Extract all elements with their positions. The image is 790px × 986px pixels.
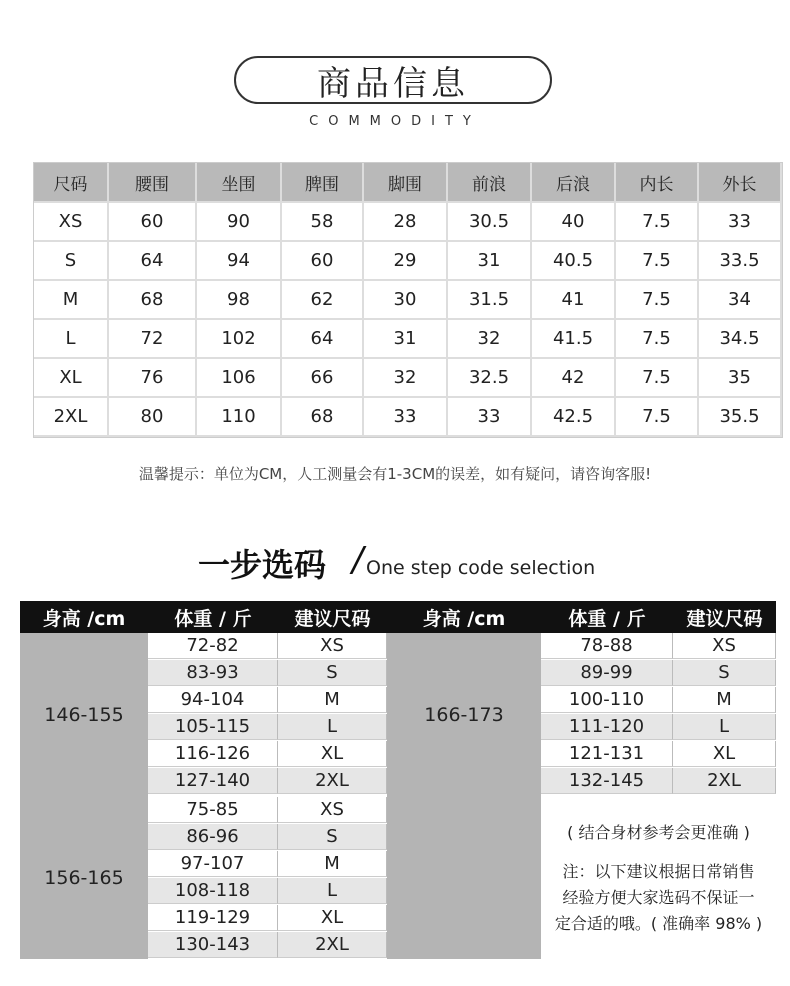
- measurement-cell: 30.5: [448, 203, 532, 242]
- size-label: XS: [34, 203, 109, 242]
- weight-range: 121-131: [541, 741, 673, 767]
- measurement-cell: 7.5: [616, 398, 699, 437]
- weight-range: 119-129: [148, 905, 278, 931]
- column-header: 身高 /cm: [387, 601, 541, 633]
- size-table: [33, 162, 783, 438]
- measurement-cell: 94: [197, 242, 282, 281]
- table-row: [34, 281, 782, 320]
- measurement-cell: 34.5: [699, 320, 782, 359]
- suggested-size: 2XL: [278, 932, 387, 958]
- suggested-size: XS: [278, 797, 387, 823]
- measurement-cell: 35.5: [699, 398, 782, 437]
- size-label: L: [34, 320, 109, 359]
- weight-range: 86-96: [148, 824, 278, 850]
- section-title: [234, 56, 552, 104]
- size-label: 2XL: [34, 398, 109, 437]
- measurement-cell: 29: [364, 242, 448, 281]
- measurement-cell: 33.5: [699, 242, 782, 281]
- weight-range: 132-145: [541, 768, 673, 794]
- measurement-cell: 7.5: [616, 203, 699, 242]
- column-header: 脚围: [364, 163, 448, 203]
- column-header: 外长: [699, 163, 782, 203]
- height-range: 166-173: [387, 633, 541, 797]
- weight-range: 127-140: [148, 768, 278, 794]
- height-range: 156-165: [20, 797, 148, 959]
- measurement-cell: 90: [197, 203, 282, 242]
- weight-range: 94-104: [148, 687, 278, 713]
- measurement-cell: 7.5: [616, 359, 699, 398]
- weight-range: 89-99: [541, 660, 673, 686]
- suggested-size: M: [278, 687, 387, 713]
- size-table-header: [34, 163, 782, 203]
- size-label: XL: [34, 359, 109, 398]
- measurement-cell: 30: [364, 281, 448, 320]
- measurement-cell: 40: [532, 203, 616, 242]
- suggested-size: S: [673, 660, 776, 686]
- measurement-cell: 68: [109, 281, 197, 320]
- suggested-size: M: [673, 687, 776, 713]
- column-header: 坐围: [197, 163, 282, 203]
- size-label: S: [34, 242, 109, 281]
- remark-line: 经验方便大家选码不保证一: [562, 887, 755, 907]
- measurement-cell: 64: [282, 320, 364, 359]
- measurement-cell: 68: [282, 398, 364, 437]
- weight-range: 111-120: [541, 714, 673, 740]
- step-subtitle: One step code selection: [366, 557, 596, 579]
- table-row: [34, 203, 782, 242]
- measurement-cell: 33: [364, 398, 448, 437]
- measurement-cell: 7.5: [616, 281, 699, 320]
- weight-range: 105-115: [148, 714, 278, 740]
- table-row: [34, 242, 782, 281]
- size-selection-table: [20, 601, 776, 959]
- measurement-cell: 58: [282, 203, 364, 242]
- size-remark: [541, 797, 776, 959]
- measurement-cell: 7.5: [616, 242, 699, 281]
- step-title: 一步选码: [198, 546, 327, 584]
- measurement-cell: 60: [282, 242, 364, 281]
- measurement-cell: 64: [109, 242, 197, 281]
- column-header: 建议尺码: [278, 601, 387, 633]
- suggested-size: XL: [673, 741, 776, 767]
- section-subtitle: COMMODITY: [309, 114, 481, 129]
- column-header: 建议尺码: [673, 601, 776, 633]
- column-header: 体重 / 斤: [541, 601, 673, 633]
- table-row: [34, 320, 782, 359]
- suggested-size: XS: [278, 633, 387, 659]
- column-header: 尺码: [34, 163, 109, 203]
- weight-range: 75-85: [148, 797, 278, 823]
- measurement-cell: 80: [109, 398, 197, 437]
- measurement-cell: 102: [197, 320, 282, 359]
- measurement-cell: 40.5: [532, 242, 616, 281]
- column-header: 后浪: [532, 163, 616, 203]
- size-label: M: [34, 281, 109, 320]
- suggested-size: L: [278, 878, 387, 904]
- suggested-size: XL: [278, 905, 387, 931]
- table-row: [34, 359, 782, 398]
- column-header: 脾围: [282, 163, 364, 203]
- measurement-cell: 32: [364, 359, 448, 398]
- suggested-size: S: [278, 660, 387, 686]
- remark-line: 定合适的哦。( 准确率 98% ): [554, 913, 763, 933]
- filler-cell: [387, 797, 541, 959]
- measurement-cell: 35: [699, 359, 782, 398]
- suggested-size: L: [278, 714, 387, 740]
- column-header: 前浪: [448, 163, 532, 203]
- weight-range: 130-143: [148, 932, 278, 958]
- measurement-cell: 7.5: [616, 320, 699, 359]
- remark-title: ( 结合身材参考会更准确 ): [567, 822, 750, 842]
- weight-range: 97-107: [148, 851, 278, 877]
- step-slash: /: [352, 540, 364, 580]
- measurement-cell: 28: [364, 203, 448, 242]
- weight-range: 100-110: [541, 687, 673, 713]
- measurement-cell: 42: [532, 359, 616, 398]
- measurement-cell: 41: [532, 281, 616, 320]
- section-title-text: 商品信息: [317, 63, 469, 104]
- measurement-cell: 60: [109, 203, 197, 242]
- measurement-cell: 31.5: [448, 281, 532, 320]
- measurement-cell: 34: [699, 281, 782, 320]
- suggested-size: 2XL: [673, 768, 776, 794]
- height-range: 146-155: [20, 633, 148, 797]
- suggested-size: S: [278, 824, 387, 850]
- weight-range: 78-88: [541, 633, 673, 659]
- suggested-size: 2XL: [278, 768, 387, 794]
- measurement-cell: 32: [448, 320, 532, 359]
- weight-range: 83-93: [148, 660, 278, 686]
- measurement-cell: 62: [282, 281, 364, 320]
- weight-range: 108-118: [148, 878, 278, 904]
- measurement-note: 温馨提示：单位为CM，人工测量会有1-3CM的误差，如有疑问，请咨询客服!: [138, 465, 652, 483]
- measurement-cell: 33: [448, 398, 532, 437]
- suggested-size: XS: [673, 633, 776, 659]
- measurement-cell: 31: [448, 242, 532, 281]
- weight-range: 116-126: [148, 741, 278, 767]
- suggested-size: L: [673, 714, 776, 740]
- measurement-cell: 66: [282, 359, 364, 398]
- measurement-cell: 76: [109, 359, 197, 398]
- suggested-size: M: [278, 851, 387, 877]
- measurement-cell: 106: [197, 359, 282, 398]
- measurement-cell: 32.5: [448, 359, 532, 398]
- table-row: [34, 398, 782, 437]
- column-header: 身高 /cm: [20, 601, 148, 633]
- measurement-cell: 41.5: [532, 320, 616, 359]
- column-header: 内长: [616, 163, 699, 203]
- measurement-cell: 31: [364, 320, 448, 359]
- measurement-cell: 42.5: [532, 398, 616, 437]
- measurement-cell: 98: [197, 281, 282, 320]
- weight-range: 72-82: [148, 633, 278, 659]
- suggested-size: XL: [278, 741, 387, 767]
- measurement-cell: 72: [109, 320, 197, 359]
- remark-line: 注：以下建议根据日常销售: [562, 861, 755, 881]
- measurement-cell: 33: [699, 203, 782, 242]
- measurement-cell: 110: [197, 398, 282, 437]
- column-header: 腰围: [109, 163, 197, 203]
- column-header: 体重 / 斤: [148, 601, 278, 633]
